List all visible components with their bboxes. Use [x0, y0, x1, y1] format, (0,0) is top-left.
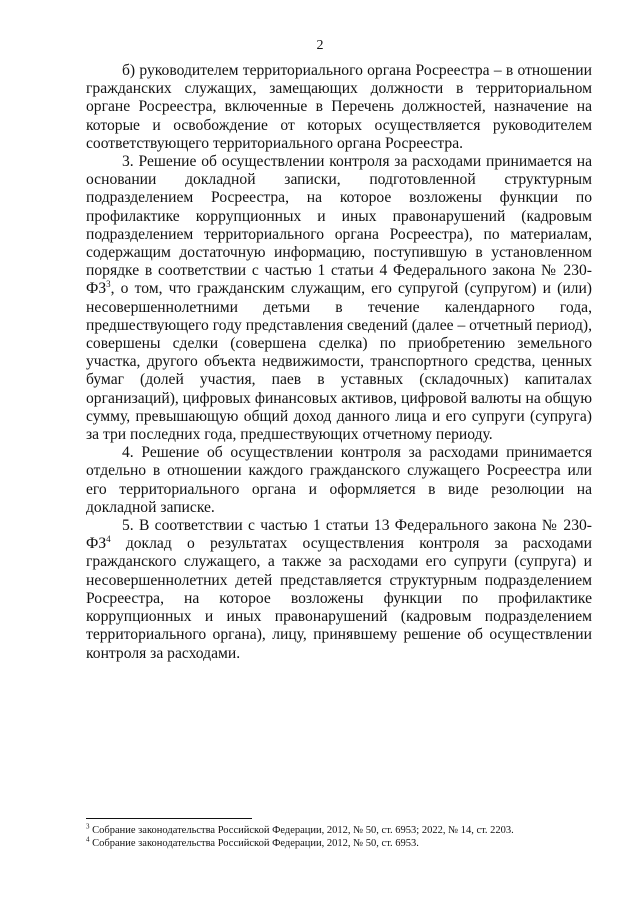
footnote-text: Собрание законодательства Российской Федерации, 2012, № 50, ст. 6953. [89, 838, 419, 849]
paragraph-text-continued: , о том, что гражданским служащим, его супругой (супругом) и (или) несовершеннолетними детьми в течение календарного года, предшествующего году представления сведений (далее – отчетный период), совершены сделки (совершена сделка) по приобретению земельного участка, другого объекта недвижимости, транспортного средства, ценных бумаг (долей участия, паев в уставных (складочных) капиталах организаций), цифровых финансовых активов, цифровой валюты на общую сумму, превышающую общий доход данного лица и его супруги (супруга) за три последних года, предшествующих отчетному периоду. [86, 280, 592, 444]
footnotes-section [86, 824, 592, 850]
footnote-mark: 4 [86, 835, 90, 844]
paragraph-subitem-b [86, 62, 592, 153]
paragraph-item-4 [86, 444, 592, 517]
footnote-reference: 3 [106, 279, 111, 290]
paragraph-item-5 [86, 517, 592, 663]
paragraph-text: 4. Решение об осуществлении контроля за расходами принимается отдельно в отношении каждого гражданского служащего Росреестра или его территориального органа и оформляется в виде резолюции на докладной записке. [86, 444, 592, 516]
document-body [86, 62, 592, 663]
footnote-reference: 4 [106, 534, 111, 545]
footnote-3 [86, 824, 592, 837]
paragraph-text: 3. Решение об осуществлении контроля за расходами принимается на основании докладной записки, подготовленной структурным подразделением Росреестра, на которое возложены функции по профилактике коррупционных и иных правонарушений (кадровым подразделением территориального органа Росреестра), по материалам, содержащим достаточную информацию, поступившую в установленном порядке в соответствии с частью 1 статьи 4 Федерального закона № 230-ФЗ [86, 153, 592, 298]
page-number: 2 [316, 38, 324, 53]
paragraph-text: б) руководителем территориального органа Росреестра – в отношении гражданских служащих, замещающих должности в территориальном органе Росреестра, включенные в Перечень должностей, назначение на которые и освобождение от которых осуществляется руководителем соответствующего территориального органа Росреестра. [86, 62, 592, 152]
footnote-text: Собрание законодательства Российской Федерации, 2012, № 50, ст. 6953; 2022, № 14, ст. 2203. [89, 825, 514, 836]
paragraph-text: 5. В соответствии с частью 1 статьи 13 Федерального закона № 230-ФЗ [86, 517, 592, 553]
footnote-separator [86, 818, 252, 819]
paragraph-item-3 [86, 153, 592, 444]
footnote-4 [86, 837, 592, 850]
paragraph-text-continued: доклад о результатах осуществления контроля за расходами гражданского служащего, а также за расходами его супруги (супруга) и несовершеннолетних детей представляется структурным подразделением Росреестра, на которое возложены функции по профилактике коррупционных и иных правонарушений (кадровым подразделением территориального органа), лицу, принявшему решение об осуществлении контроля за расходами. [86, 535, 592, 662]
footnote-mark: 3 [86, 822, 90, 831]
